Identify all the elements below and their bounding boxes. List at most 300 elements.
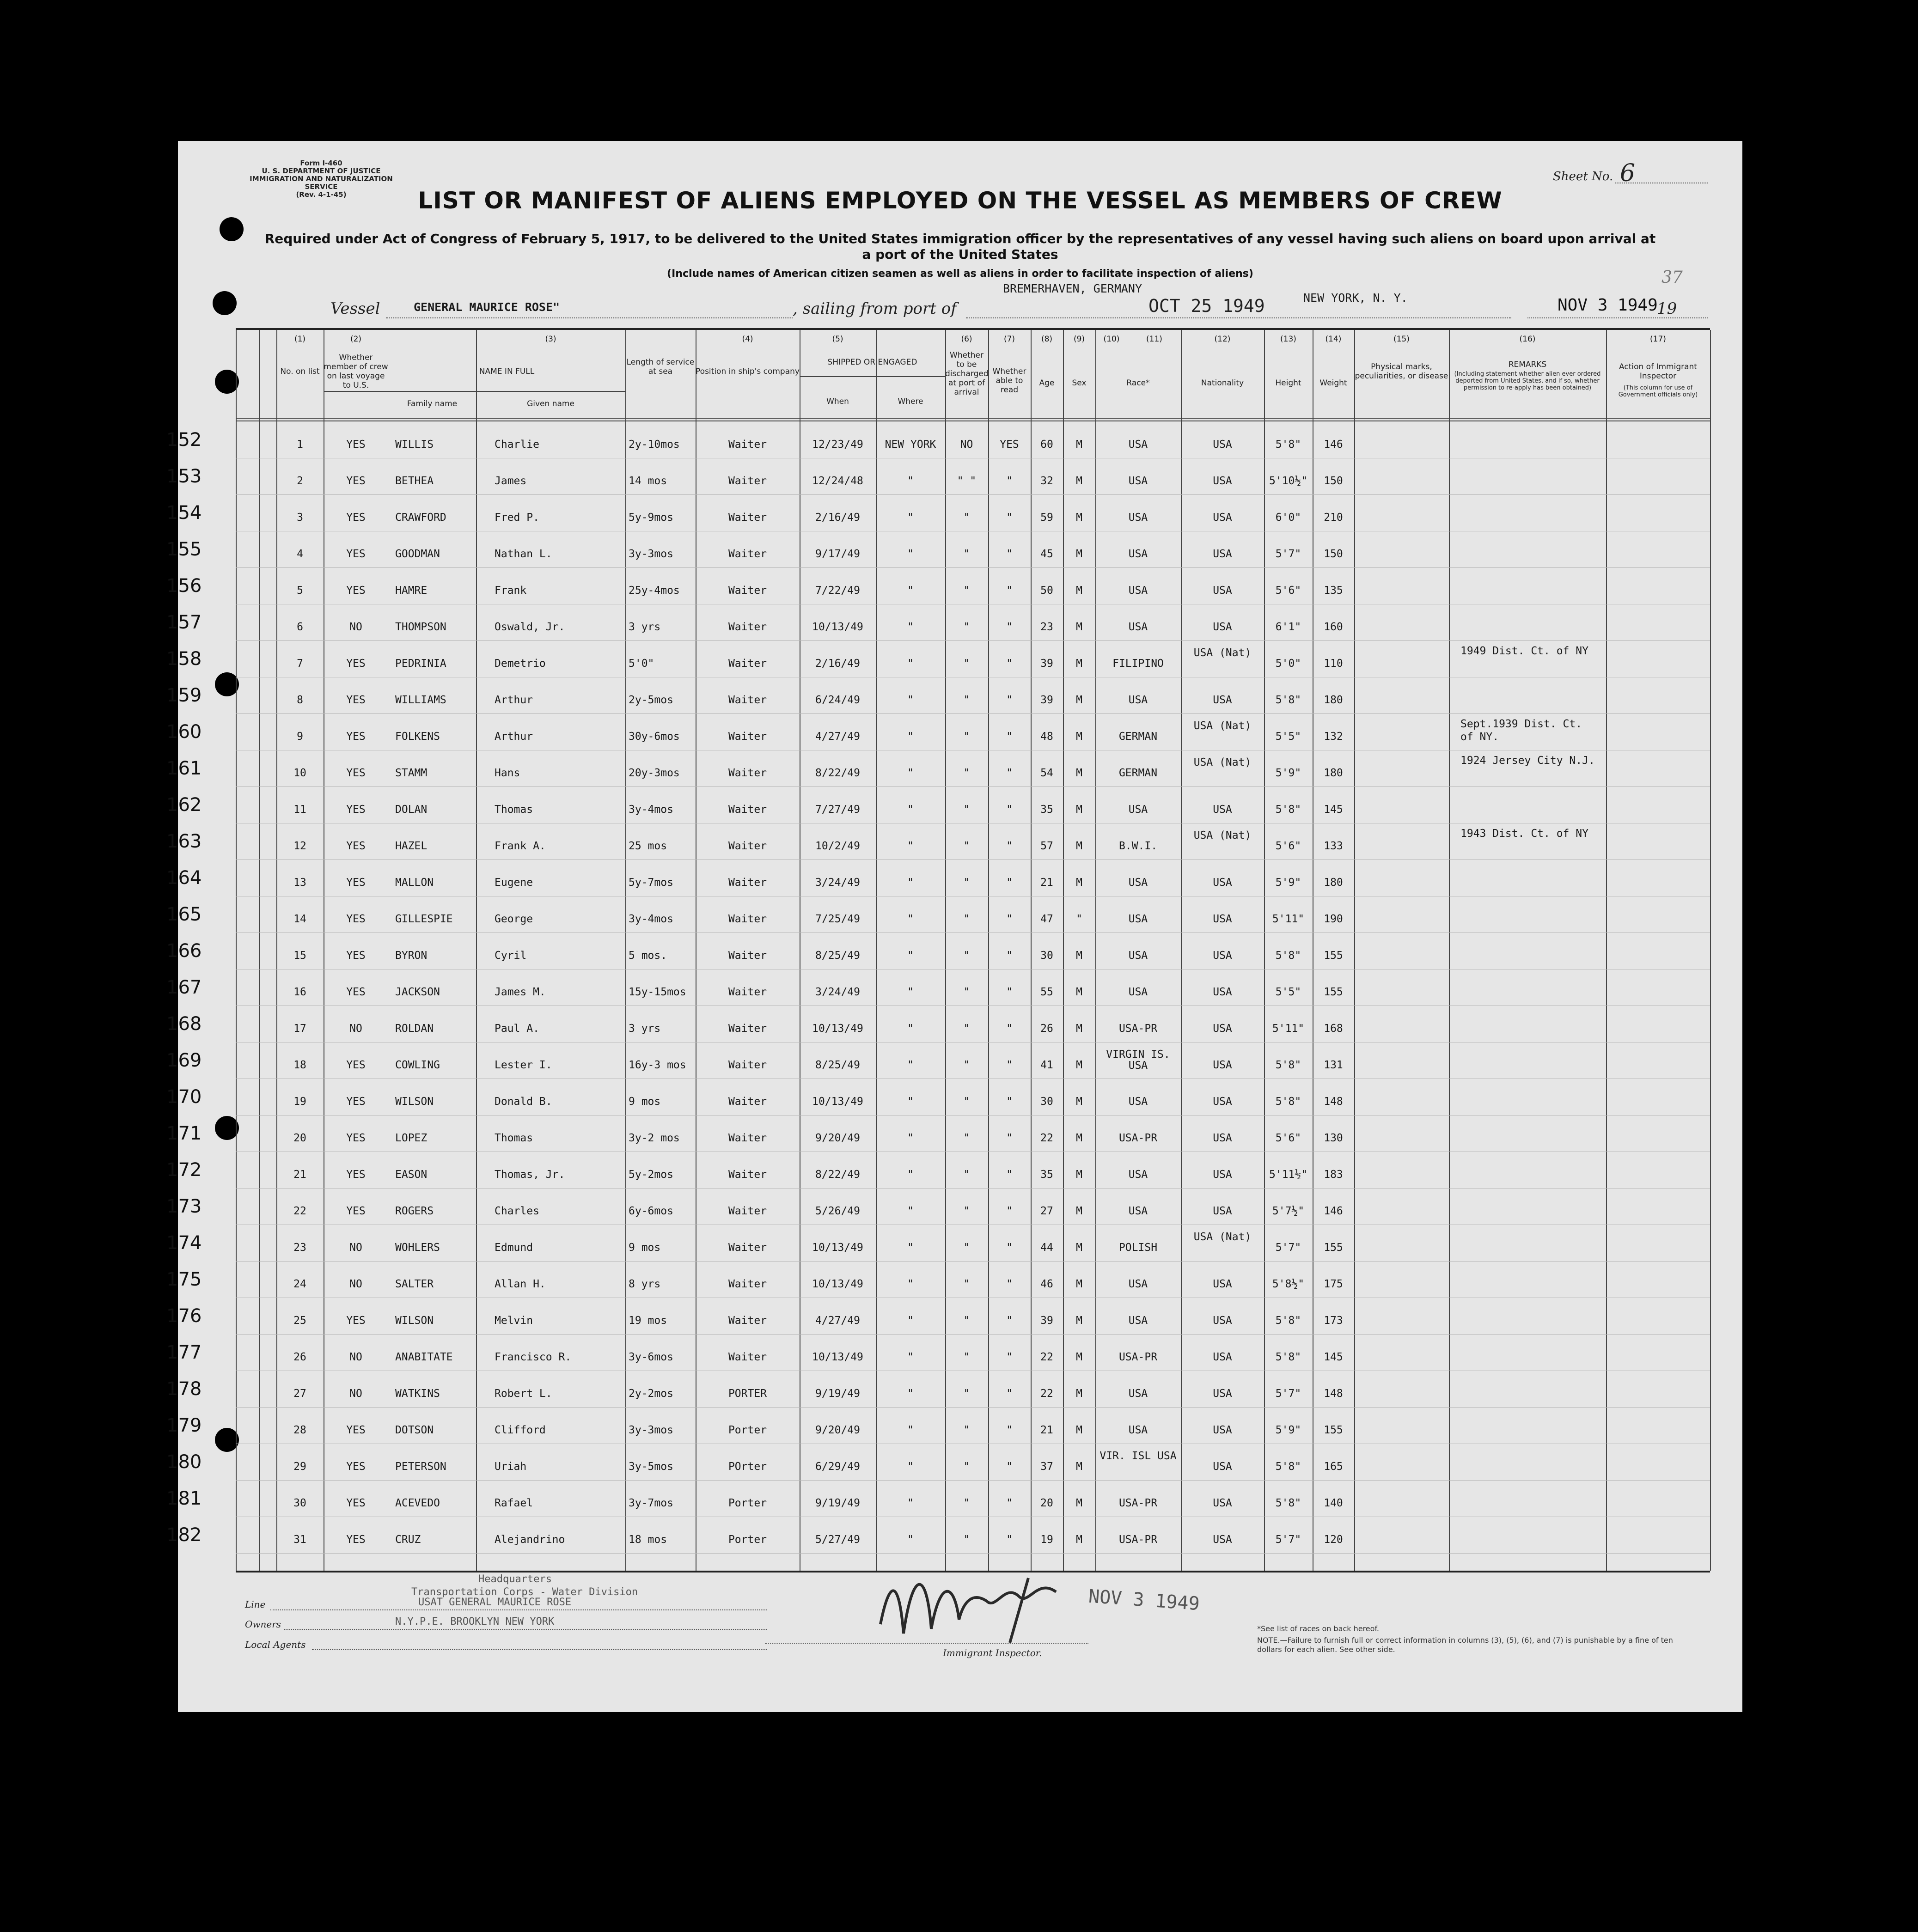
cell-remarks: 1943 Dist. Ct. of NY: [1460, 828, 1588, 840]
cell-prev: YES: [346, 439, 366, 451]
cell-when: 10/13/49: [812, 1351, 863, 1363]
cell-no: 8: [297, 694, 303, 706]
line-number: 152: [166, 429, 202, 451]
line-number: 169: [166, 1050, 202, 1071]
cell-prev: YES: [346, 767, 366, 779]
cell-when: 12/23/49: [812, 439, 863, 451]
cell-race: USA: [1128, 877, 1148, 889]
cell-height: 5'8": [1275, 1497, 1301, 1509]
col-head-prev: Whether member of crew on last voyage to U.S.: [324, 353, 388, 390]
cell-weight: 133: [1324, 840, 1343, 852]
footer-corps: Transportation Corps - Water Division: [411, 1586, 638, 1598]
cell-height: 5'6": [1275, 840, 1301, 852]
cell-when: 5/27/49: [815, 1534, 860, 1546]
col-head-read: Whether able to read: [992, 367, 1026, 395]
cell-read: ": [1006, 694, 1013, 706]
cell-no: 23: [293, 1242, 306, 1254]
cell-service: 3y-6mos: [629, 1351, 673, 1363]
cell-no: 7: [297, 658, 303, 670]
cell-sex: ": [1076, 913, 1082, 925]
cell-family: PEDRINIA: [395, 658, 446, 670]
footer-owners-label: Owners: [245, 1619, 281, 1630]
cell-disch: ": [963, 1023, 970, 1035]
form-number: Form I-460: [300, 159, 342, 167]
cell-read: ": [1006, 1242, 1013, 1254]
cell-where: ": [907, 877, 914, 889]
cell-service: 5y-2mos: [629, 1169, 673, 1181]
cell-no: 3: [297, 512, 303, 524]
cell-when: 4/27/49: [815, 731, 860, 743]
cell-nat: USA: [1213, 694, 1232, 706]
cell-given: Hans: [495, 767, 520, 779]
cell-disch: ": [963, 1205, 970, 1217]
cell-nat: USA (Nat): [1193, 647, 1252, 659]
cell-nat: USA: [1213, 950, 1232, 962]
cell-no: 17: [293, 1023, 306, 1035]
cell-position: Waiter: [728, 840, 767, 852]
manifest-sheet: [166, 141, 1742, 1712]
cell-race: USA: [1128, 621, 1148, 633]
cell-sex: M: [1076, 1096, 1082, 1108]
cell-age: 54: [1040, 767, 1053, 779]
cell-given: Nathan L.: [495, 548, 552, 560]
cell-race: USA-PR: [1118, 1497, 1158, 1509]
cell-no: 24: [293, 1278, 306, 1290]
cell-family: BYRON: [395, 950, 428, 962]
line-number: 178: [166, 1378, 202, 1400]
cell-weight: 180: [1324, 877, 1343, 889]
cell-age: 35: [1040, 804, 1053, 816]
row-rule: [236, 640, 1710, 641]
cell-service: 3y-3mos: [629, 548, 673, 560]
cell-given: Melvin: [495, 1315, 533, 1327]
cell-disch: ": [963, 950, 970, 962]
cell-disch: ": [963, 694, 970, 706]
cell-race: VIRGIN IS. USA: [1106, 1048, 1170, 1072]
line-number: 176: [166, 1305, 202, 1327]
cell-weight: 145: [1324, 1351, 1343, 1363]
cell-service: 19 mos: [629, 1315, 667, 1327]
cell-weight: 140: [1324, 1497, 1343, 1509]
cell-position: Waiter: [728, 548, 767, 560]
cell-position: POrter: [728, 1461, 767, 1473]
cell-race: USA: [1128, 950, 1148, 962]
cell-where: ": [907, 475, 914, 487]
line-number: 168: [166, 1013, 202, 1035]
cell-disch: ": [963, 913, 970, 925]
department: U. S. DEPARTMENT OF JUSTICE: [262, 167, 381, 175]
cell-height: 5'8": [1275, 1059, 1301, 1071]
row-rule: [236, 494, 1710, 495]
cell-position: Porter: [728, 1534, 767, 1546]
cell-no: 22: [293, 1205, 306, 1217]
cell-sex: M: [1076, 1023, 1082, 1035]
cell-sex: M: [1076, 1278, 1082, 1290]
cell-prev: YES: [346, 475, 366, 487]
cell-nat: USA (Nat): [1193, 720, 1252, 732]
cell-where: ": [907, 1096, 914, 1108]
inspection-stamp: NOV 3 1949: [1087, 1585, 1201, 1615]
cell-given: James M.: [495, 986, 546, 998]
cell-service: 15y-15mos: [629, 986, 686, 998]
cell-position: Waiter: [728, 767, 767, 779]
col-num: (16): [1519, 335, 1536, 344]
cell-height: 5'7": [1275, 548, 1301, 560]
cell-when: 2/16/49: [815, 512, 860, 524]
cell-weight: 210: [1324, 512, 1343, 524]
col-num: (15): [1393, 335, 1410, 344]
cell-disch: ": [963, 1242, 970, 1254]
cell-family: WILSON: [395, 1096, 434, 1108]
cell-no: 29: [293, 1461, 306, 1473]
cell-disch: ": [963, 986, 970, 998]
cell-service: 3y-2 mos: [629, 1132, 680, 1144]
col-num: (4): [742, 335, 753, 344]
cell-prev: YES: [346, 986, 366, 998]
cell-disch: ": [963, 1315, 970, 1327]
cell-age: 46: [1040, 1278, 1053, 1290]
cell-sex: M: [1076, 585, 1082, 597]
cell-where: ": [907, 1059, 914, 1071]
cell-given: Alejandrino: [495, 1534, 565, 1546]
cell-family: BETHEA: [395, 475, 434, 487]
cell-nat: USA: [1213, 1205, 1232, 1217]
cell-read: ": [1006, 1461, 1013, 1473]
cell-family: ROGERS: [395, 1205, 434, 1217]
cell-family: GOODMAN: [395, 548, 440, 560]
cell-when: 4/27/49: [815, 1315, 860, 1327]
cell-prev: YES: [346, 694, 366, 706]
cell-service: 14 mos: [629, 475, 667, 487]
port-to: NEW YORK, N. Y.: [1303, 291, 1408, 305]
cell-where: ": [907, 1023, 914, 1035]
line-number: 177: [166, 1342, 202, 1363]
cell-weight: 180: [1324, 767, 1343, 779]
cell-service: 16y-3 mos: [629, 1059, 686, 1071]
cell-service: 25 mos: [629, 840, 667, 852]
cell-nat: USA: [1213, 1132, 1232, 1144]
col-num: (12): [1214, 335, 1231, 344]
cell-sex: M: [1076, 1497, 1082, 1509]
cell-no: 21: [293, 1169, 306, 1181]
cell-family: HAZEL: [395, 840, 428, 852]
cell-height: 5'8½": [1272, 1278, 1305, 1290]
cell-read: ": [1006, 804, 1013, 816]
cell-given: Fred P.: [495, 512, 539, 524]
cell-prev: YES: [346, 658, 366, 670]
cell-when: 9/19/49: [815, 1497, 860, 1509]
cell-prev: NO: [349, 1278, 362, 1290]
col-head-family: Family name: [407, 399, 458, 408]
cell-service: 3y-4mos: [629, 804, 673, 816]
cell-race: USA-PR: [1118, 1023, 1158, 1035]
cell-prev: YES: [346, 877, 366, 889]
line-number: 182: [166, 1524, 202, 1546]
line-number: 171: [166, 1123, 202, 1144]
cell-given: Thomas: [495, 804, 533, 816]
cell-read: ": [1006, 1023, 1013, 1035]
cell-read: ": [1006, 950, 1013, 962]
col-head-sex: Sex: [1072, 378, 1087, 388]
cell-sex: M: [1076, 621, 1082, 633]
line-number: 175: [166, 1269, 202, 1290]
service-name: IMMIGRATION AND NATURALIZATION SERVICE: [250, 175, 393, 191]
cell-service: 3 yrs: [629, 1023, 661, 1035]
cell-where: ": [907, 731, 914, 743]
cell-race: USA-PR: [1118, 1534, 1158, 1546]
cell-when: 10/13/49: [812, 1023, 863, 1035]
cell-given: Demetrio: [495, 658, 546, 670]
cell-weight: 150: [1324, 475, 1343, 487]
cell-no: 28: [293, 1424, 306, 1436]
cell-nat: USA: [1213, 512, 1232, 524]
cell-read: ": [1006, 1497, 1013, 1509]
footer-agents-label: Local Agents: [245, 1639, 306, 1650]
cell-when: 3/24/49: [815, 877, 860, 889]
cell-height: 5'8": [1275, 804, 1301, 816]
cell-prev: YES: [346, 1497, 366, 1509]
cell-height: 5'9": [1275, 767, 1301, 779]
cell-family: COWLING: [395, 1059, 440, 1071]
col-head-discharged: Whether to be discharged at port of arrival: [945, 351, 989, 397]
line-number: 157: [166, 612, 202, 633]
col-head-name: NAME IN FULL: [479, 367, 535, 376]
cell-given: Oswald, Jr.: [495, 621, 565, 633]
cell-family: GILLESPIE: [395, 913, 453, 925]
cell-read: ": [1006, 1388, 1013, 1400]
cell-race: USA: [1128, 1278, 1148, 1290]
cell-position: Waiter: [728, 512, 767, 524]
cell-family: WILLIAMS: [395, 694, 446, 706]
cell-sex: M: [1076, 475, 1082, 487]
cell-where: ": [907, 840, 914, 852]
col-num: (10): [1103, 335, 1120, 344]
cell-read: ": [1006, 548, 1013, 560]
col-head-nationality: Nationality: [1201, 378, 1244, 388]
cell-prev: YES: [346, 731, 366, 743]
sheet-number: 6: [1620, 159, 1636, 187]
cell-sex: M: [1076, 1169, 1082, 1181]
cell-position: Waiter: [728, 1132, 767, 1144]
cell-weight: 168: [1324, 1023, 1343, 1035]
cell-height: 5'7": [1275, 1534, 1301, 1546]
cell-no: 19: [293, 1096, 306, 1108]
cell-weight: 145: [1324, 804, 1343, 816]
cell-sex: M: [1076, 986, 1082, 998]
punch-hole: [220, 217, 244, 241]
cell-disch: " ": [957, 475, 977, 487]
cell-disch: ": [963, 548, 970, 560]
cell-when: 3/24/49: [815, 986, 860, 998]
cell-service: 2y-2mos: [629, 1388, 673, 1400]
cell-age: 55: [1040, 986, 1053, 998]
line-number: 165: [166, 904, 202, 925]
col-num: (6): [961, 335, 972, 344]
cell-height: 5'8": [1275, 1315, 1301, 1327]
crew-table: [166, 328, 1710, 1572]
footer-owners-value: N.Y.P.E. BROOKLYN NEW YORK: [395, 1616, 555, 1627]
cell-service: 3y-7mos: [629, 1497, 673, 1509]
line-number: 161: [166, 758, 202, 779]
cell-weight: 160: [1324, 621, 1343, 633]
cell-race: POLISH: [1118, 1242, 1158, 1254]
cell-when: 7/25/49: [815, 913, 860, 925]
cell-where: ": [907, 512, 914, 524]
cell-where: ": [907, 1388, 914, 1400]
row-rule: [236, 713, 1710, 714]
cell-when: 2/16/49: [815, 658, 860, 670]
cell-sex: M: [1076, 512, 1082, 524]
cell-family: THOMPSON: [395, 621, 446, 633]
cell-height: 6'0": [1275, 512, 1301, 524]
cell-given: Eugene: [495, 877, 533, 889]
row-rule: [236, 932, 1710, 933]
col-head-age: Age: [1039, 378, 1055, 388]
cell-position: Waiter: [728, 877, 767, 889]
cell-weight: 180: [1324, 694, 1343, 706]
cell-no: 15: [293, 950, 306, 962]
cell-read: ": [1006, 512, 1013, 524]
cell-remarks: 1924 Jersey City N.J.: [1460, 755, 1595, 767]
cell-disch: ": [963, 767, 970, 779]
col-head-shipped: SHIPPED OR ENGAGED: [827, 358, 917, 367]
cell-service: 2y-10mos: [629, 439, 680, 451]
cell-race: GERMAN: [1118, 731, 1158, 743]
cell-given: Frank A.: [495, 840, 546, 852]
cell-given: Charlie: [495, 439, 539, 451]
cell-given: Thomas, Jr.: [495, 1169, 565, 1181]
cell-remarks: Sept.1939 Dist. Ct. of NY.: [1460, 718, 1582, 743]
cell-when: 5/26/49: [815, 1205, 860, 1217]
cell-height: 5'9": [1275, 1424, 1301, 1436]
cell-age: 30: [1040, 1096, 1053, 1108]
cell-given: Uriah: [495, 1461, 527, 1473]
cell-weight: 173: [1324, 1315, 1343, 1327]
cell-no: 18: [293, 1059, 306, 1071]
cell-age: 48: [1040, 731, 1053, 743]
cell-no: 4: [297, 548, 303, 560]
cell-when: 12/24/48: [812, 475, 863, 487]
cell-prev: NO: [349, 1351, 362, 1363]
cell-height: 5'5": [1275, 986, 1301, 998]
cell-position: Waiter: [728, 913, 767, 925]
cell-where: ": [907, 1315, 914, 1327]
cell-height: 6'1": [1275, 621, 1301, 633]
cell-disch: ": [963, 1169, 970, 1181]
cell-when: 8/25/49: [815, 1059, 860, 1071]
cell-where: ": [907, 1351, 914, 1363]
cell-no: 2: [297, 475, 303, 487]
line-number: 159: [166, 685, 202, 706]
cell-nat: USA: [1213, 585, 1232, 597]
cell-given: Thomas: [495, 1132, 533, 1144]
port-from: BREMERHAVEN, GERMANY: [1003, 282, 1142, 295]
cell-age: 21: [1040, 877, 1053, 889]
cell-family: JACKSON: [395, 986, 440, 998]
cell-sex: M: [1076, 950, 1082, 962]
cell-nat: USA: [1213, 986, 1232, 998]
cell-age: 21: [1040, 1424, 1053, 1436]
cell-where: ": [907, 1534, 914, 1546]
cell-no: 12: [293, 840, 306, 852]
cell-position: Porter: [728, 1497, 767, 1509]
cell-service: 3y-3mos: [629, 1424, 673, 1436]
col-num: (17): [1650, 335, 1666, 344]
cell-where: ": [907, 1424, 914, 1436]
cell-weight: 183: [1324, 1169, 1343, 1181]
cell-service: 2y-5mos: [629, 694, 673, 706]
col-head-remarks-note: (Including statement whether alien ever ordered deported from United States, and if so, whether permission to re-apply has been obtained): [1454, 371, 1601, 391]
cell-when: 10/13/49: [812, 1242, 863, 1254]
cell-nat: USA (Nat): [1193, 1231, 1252, 1243]
cell-read: ": [1006, 1169, 1013, 1181]
footer-note-fine: NOTE.—Failure to furnish full or correct information in columns (3), (5), (6), and (7) is punishable by a fine of ten dollars for each alien. See other side.: [1257, 1636, 1673, 1654]
cell-sex: M: [1076, 1424, 1082, 1436]
cell-sex: M: [1076, 439, 1082, 451]
col-head-service: Length of service at sea: [626, 358, 695, 376]
cell-given: Clifford: [495, 1424, 546, 1436]
sheet-label: Sheet No.: [1553, 170, 1613, 183]
cell-weight: 155: [1324, 1242, 1343, 1254]
cell-where: ": [907, 1169, 914, 1181]
cell-nat: USA: [1213, 475, 1232, 487]
cell-family: CRAWFORD: [395, 512, 446, 524]
row-rule: [236, 786, 1710, 787]
cell-disch: ": [963, 1278, 970, 1290]
cell-race: FILIPINO: [1112, 658, 1164, 670]
cell-where: ": [907, 1132, 914, 1144]
cell-when: 10/13/49: [812, 621, 863, 633]
cell-position: Waiter: [728, 1205, 767, 1217]
col-head-remarks: REMARKS: [1508, 360, 1547, 369]
cell-prev: YES: [346, 1424, 366, 1436]
cell-read: ": [1006, 1351, 1013, 1363]
cell-family: FOLKENS: [395, 731, 440, 743]
cell-position: Waiter: [728, 986, 767, 998]
cell-prev: NO: [349, 1023, 362, 1035]
cell-age: 39: [1040, 694, 1053, 706]
cell-where: ": [907, 548, 914, 560]
row-rule: [236, 1334, 1710, 1335]
cell-when: 9/20/49: [815, 1424, 860, 1436]
cell-position: Waiter: [728, 1096, 767, 1108]
col-head-physical: Physical marks, peculiarities, or disease: [1355, 362, 1448, 381]
cell-race: USA: [1128, 913, 1148, 925]
cell-race: USA: [1128, 1424, 1148, 1436]
cell-weight: 130: [1324, 1132, 1343, 1144]
cell-prev: YES: [346, 913, 366, 925]
col-num: (14): [1325, 335, 1342, 344]
cell-where: ": [907, 1461, 914, 1473]
line-number: 174: [166, 1232, 202, 1254]
cell-age: 37: [1040, 1461, 1053, 1473]
col-num: (3): [545, 335, 556, 344]
cell-disch: ": [963, 804, 970, 816]
line-number: 164: [166, 867, 202, 889]
cell-read: ": [1006, 913, 1013, 925]
cell-disch: ": [963, 1132, 970, 1144]
cell-disch: ": [963, 621, 970, 633]
page-title: LIST OR MANIFEST OF ALIENS EMPLOYED ON THE VESSEL AS MEMBERS OF CREW: [418, 187, 1503, 214]
line-number: 170: [166, 1086, 202, 1108]
footer-line-label: Line: [245, 1599, 266, 1610]
cell-service: 5 mos.: [629, 950, 667, 962]
cell-prev: YES: [346, 1059, 366, 1071]
cell-nat: USA: [1213, 1388, 1232, 1400]
cell-age: 50: [1040, 585, 1053, 597]
cell-prev: YES: [346, 804, 366, 816]
row-rule: [236, 1480, 1710, 1481]
